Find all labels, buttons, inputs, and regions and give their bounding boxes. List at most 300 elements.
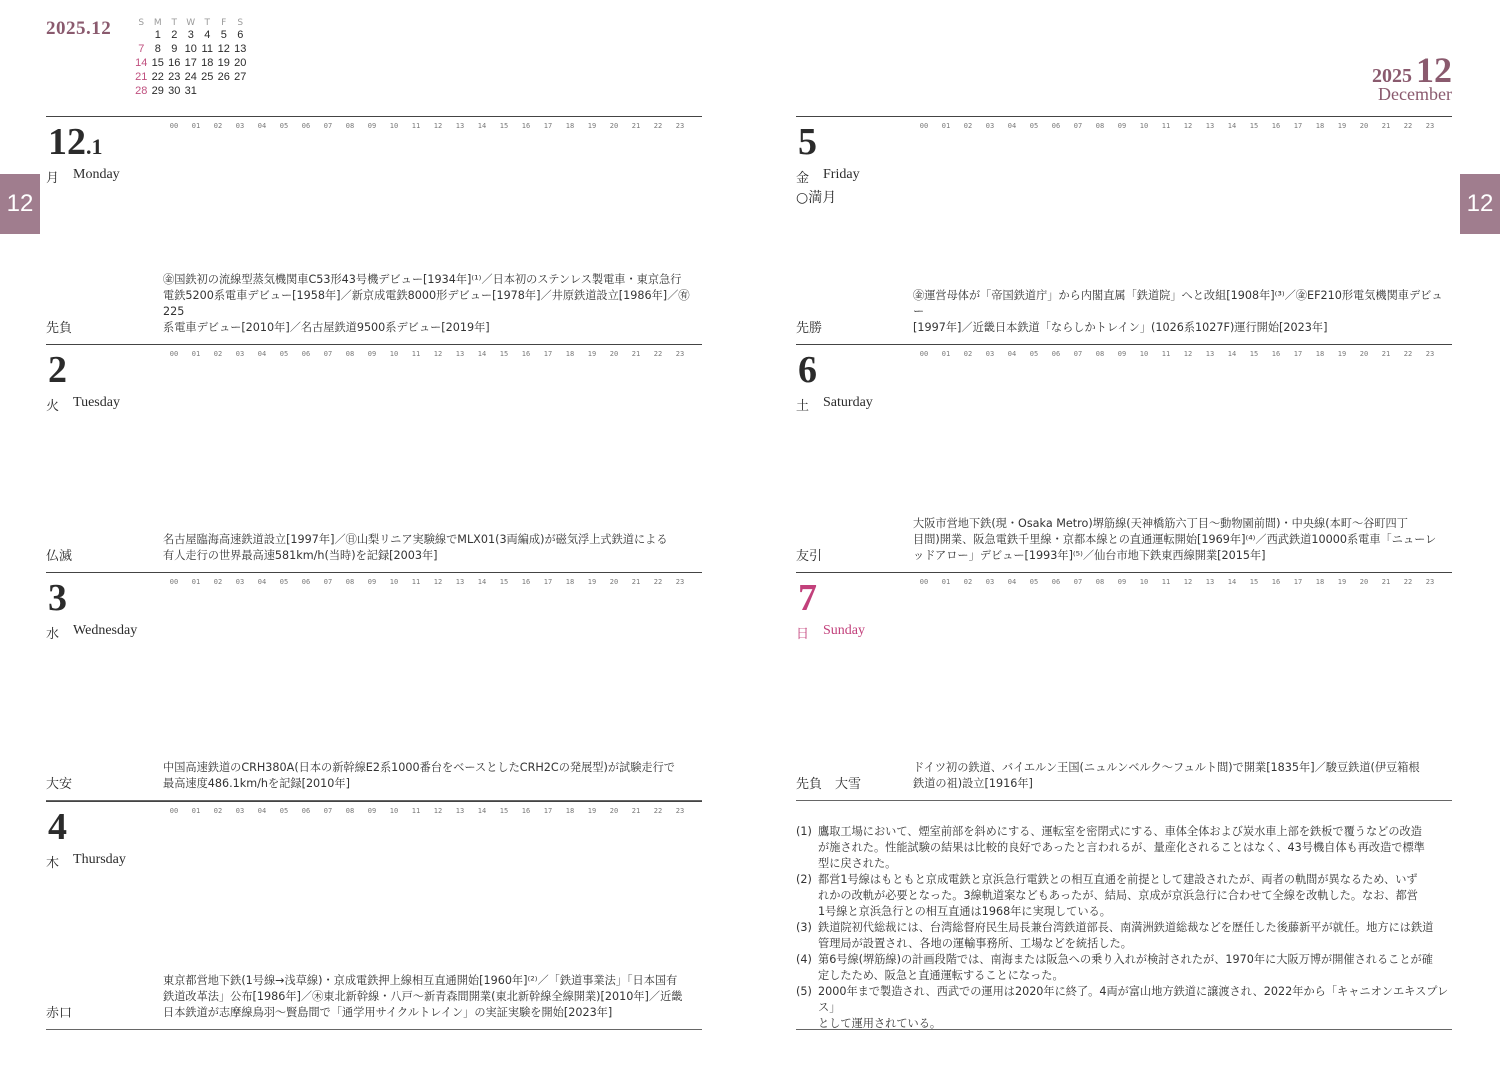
day-block[interactable] [46, 801, 702, 1030]
mini-calendar-date: 26 [217, 71, 230, 83]
mini-calendar-weekday: T [171, 18, 177, 28]
mini-calendar-date: 31 [184, 85, 197, 97]
day-block[interactable] [796, 344, 1452, 573]
hour-tick: 04 [1007, 350, 1017, 358]
hour-tick: 21 [1381, 350, 1391, 358]
mini-calendar-date: 4 [204, 29, 211, 41]
mini-calendar-date: 8 [154, 43, 161, 55]
hour-tick: 02 [963, 122, 973, 130]
mini-calendar-date: 30 [168, 85, 181, 97]
hour-tick: 02 [213, 122, 223, 130]
hour-tick: 03 [985, 578, 995, 586]
footnote-line: 都営1号線はもともと京成電鉄と京浜急行電鉄との相互直通を前提として建設されたが、両者の軌間が異なるため、いず [818, 873, 1418, 886]
hour-tick: 15 [499, 578, 509, 586]
hour-tick: 14 [477, 578, 487, 586]
hour-tick: 01 [941, 578, 951, 586]
mini-calendar-weekday: F [221, 18, 227, 28]
hour-tick: 22 [653, 350, 663, 358]
hour-tick: 22 [653, 807, 663, 815]
hour-tick: 07 [1073, 122, 1083, 130]
mini-calendar [133, 18, 249, 98]
hour-tick: 08 [345, 122, 355, 130]
hour-tick: 07 [323, 807, 333, 815]
hour-tick: 11 [411, 350, 421, 358]
mini-calendar-date: 14 [135, 57, 148, 69]
hour-tick: 15 [1249, 350, 1259, 358]
mini-calendar-date: 18 [201, 57, 214, 69]
hour-tick: 19 [587, 122, 597, 130]
hour-tick: 08 [345, 350, 355, 358]
hour-tick: 06 [301, 122, 311, 130]
railway-history-note [163, 760, 702, 792]
footnote-line: 管理局が設置され、各地の運輸事務所、工場などを統括した。 [818, 937, 1132, 950]
mini-calendar-date: 23 [168, 71, 181, 83]
mini-calendar-week [133, 56, 249, 70]
hour-tick: 05 [1029, 122, 1039, 130]
mini-calendar-date: 20 [234, 57, 247, 69]
mini-calendar-date: 5 [220, 29, 227, 41]
footnote-text [818, 824, 1425, 872]
mini-calendar-date: 28 [135, 85, 148, 97]
hour-tick: 06 [301, 578, 311, 586]
hour-tick: 12 [433, 122, 443, 130]
weekday-en: Saturday [823, 395, 873, 410]
hour-tick: 06 [1051, 578, 1061, 586]
note-line: 鉄道の祖)設立[1916年] [913, 777, 1033, 790]
footnote [796, 824, 1452, 872]
hour-tick: 07 [1073, 350, 1083, 358]
mini-calendar-week [133, 28, 249, 42]
weekday-jp: 日 [796, 627, 810, 642]
hour-tick: 02 [963, 578, 973, 586]
month-header-month: 12 [1416, 50, 1452, 90]
hour-tick: 04 [257, 807, 267, 815]
note-line: 有人走行の世界最高速581km/h(当時)を記録[2003年] [163, 549, 438, 562]
hour-tick: 01 [941, 350, 951, 358]
hour-tick: 22 [1403, 350, 1413, 358]
day-block[interactable] [46, 572, 702, 801]
moon-phase: ○満月 [796, 190, 837, 206]
day-number [48, 349, 67, 391]
rokuyo-label: 先負 [46, 321, 73, 336]
mini-calendar-date: 6 [237, 29, 244, 41]
mini-calendar-date: 1 [154, 29, 161, 41]
hour-tick: 03 [985, 350, 995, 358]
note-line: 鉄道改革法」公布[1986年]／㊍東北新幹線・八戸〜新青森間開業(東北新幹線全線開業)[2010年]／近畿 [163, 990, 683, 1003]
footnote-text [818, 952, 1433, 984]
month-tab-right[interactable]: 12 [1460, 174, 1500, 234]
hour-tick: 17 [543, 578, 553, 586]
railway-history-note [163, 272, 702, 336]
hour-tick: 20 [1359, 578, 1369, 586]
hour-tick: 00 [919, 578, 929, 586]
hour-tick: 04 [1007, 122, 1017, 130]
weekday-jp: 水 [46, 627, 60, 642]
footnote-line: として運用されている。 [818, 1017, 942, 1030]
hour-tick: 12 [1183, 350, 1193, 358]
hour-tick: 06 [301, 350, 311, 358]
hour-tick: 05 [279, 350, 289, 358]
footnotes [796, 824, 1452, 1032]
hour-scale [163, 807, 703, 815]
mini-calendar-date: 25 [201, 71, 214, 83]
hour-tick: 21 [1381, 122, 1391, 130]
mini-calendar-date: 17 [184, 57, 197, 69]
rokuyo-label: 先負 大雪 [796, 777, 862, 792]
hour-tick: 21 [1381, 578, 1391, 586]
rokuyo-label: 仏滅 [46, 549, 73, 564]
note-line: 系電車デビュー[2010年]／名古屋鉄道9500系デビュー[2019年] [163, 321, 490, 334]
hour-tick: 17 [1293, 578, 1303, 586]
hour-tick: 17 [543, 122, 553, 130]
hour-tick: 23 [1425, 122, 1435, 130]
hour-tick: 19 [1337, 350, 1347, 358]
hour-tick: 20 [609, 807, 619, 815]
mini-calendar-weekday: W [186, 18, 196, 28]
footnote-line: 2000年まで製造され、西武での運用は2020年に終了。4両が富山地方鉄道に譲渡され、2022年から「キャニオンエキスプレス」 [818, 985, 1449, 1014]
hour-tick: 00 [169, 122, 179, 130]
footnote-text [818, 872, 1418, 920]
hour-tick: 12 [1183, 578, 1193, 586]
mini-calendar-date: 13 [234, 43, 247, 55]
hour-tick: 04 [257, 122, 267, 130]
footnote-line: 鉄道院初代総裁には、台湾総督府民生局長兼台湾鉄道部長、南満洲鉄道総裁などを歴任した後藤新平が就任。地方には鉄道 [818, 921, 1434, 934]
mini-calendar-grid [133, 28, 249, 98]
day-number-value: 2 [48, 349, 67, 391]
hour-tick: 19 [587, 807, 597, 815]
day-number [48, 577, 67, 619]
hour-tick: 20 [1359, 350, 1369, 358]
weekday-label [796, 623, 865, 642]
hour-tick: 18 [565, 807, 575, 815]
day-number-value: 6 [798, 349, 817, 391]
hour-tick: 20 [1359, 122, 1369, 130]
hour-tick: 19 [587, 578, 597, 586]
mini-calendar-weekday: M [153, 18, 162, 28]
hour-tick: 00 [919, 350, 929, 358]
note-line: 電鉄5200系電車デビュー[1958年]／新京成電鉄8000形デビュー[1978年]／井原鉄道設立[1986年]／㊒225 [163, 289, 690, 318]
weekday-en: Wednesday [73, 623, 138, 638]
weekday-jp: 火 [46, 399, 60, 414]
mini-calendar-date [199, 84, 216, 98]
hour-tick: 07 [323, 350, 333, 358]
mini-calendar-title: 2025.12 [46, 18, 112, 39]
weekday-label [46, 623, 137, 642]
footnote-line: 1号線と京浜急行との相互直通は1968年に実現している。 [818, 905, 1111, 918]
hour-tick: 11 [411, 807, 421, 815]
mini-calendar-date: 29 [151, 85, 164, 97]
footnote-label: (5) [796, 985, 812, 998]
hour-tick: 05 [279, 578, 289, 586]
hour-scale [913, 350, 1453, 358]
mini-calendar-date: 24 [184, 71, 197, 83]
hour-tick: 03 [235, 807, 245, 815]
mini-calendar-date [232, 84, 249, 98]
railway-history-note [163, 532, 702, 564]
hour-tick: 09 [1117, 578, 1127, 586]
month-tab-left[interactable]: 12 [0, 174, 40, 234]
note-line: ㊎国鉄初の流線型蒸気機関車C53形43号機デビュー[1934年]⁽¹⁾／日本初のステンレス製電車・東京急行 [163, 273, 682, 286]
day-number [798, 121, 817, 163]
hour-tick: 07 [1073, 578, 1083, 586]
hour-tick: 15 [499, 807, 509, 815]
month-header-year: 2025 [1372, 65, 1412, 87]
note-line: ㊎運営母体が「帝国鉄道庁」から内閣直属「鉄道院」へと改組[1908年]⁽³⁾／㊎EF210形電気機関車デビュー [913, 289, 1443, 318]
hour-tick: 00 [169, 350, 179, 358]
mini-calendar-date: 21 [135, 71, 148, 83]
hour-tick: 17 [1293, 122, 1303, 130]
footnote-text [818, 984, 1452, 1032]
hour-tick: 13 [455, 122, 465, 130]
hour-tick: 18 [1315, 350, 1325, 358]
footnote-label: (4) [796, 953, 812, 966]
footnote-line: が施された。性能試験の結果は比較的良好であったと言われるが、量産化されることはなく、43号機自体も再改造で標準 [818, 841, 1425, 854]
hour-tick: 01 [941, 122, 951, 130]
hour-tick: 14 [477, 807, 487, 815]
hour-tick: 17 [543, 807, 553, 815]
hour-tick: 13 [1205, 578, 1215, 586]
hour-tick: 16 [521, 578, 531, 586]
day-number [48, 806, 67, 848]
rokuyo-label: 大安 [46, 777, 73, 792]
railway-history-note [913, 288, 1452, 336]
hour-scale [913, 122, 1453, 130]
hour-tick: 09 [1117, 350, 1127, 358]
hour-tick: 03 [235, 350, 245, 358]
hour-tick: 05 [1029, 350, 1039, 358]
hour-tick: 20 [609, 350, 619, 358]
hour-tick: 13 [1205, 122, 1215, 130]
hour-tick: 16 [1271, 578, 1281, 586]
hour-tick: 13 [455, 807, 465, 815]
hour-tick: 09 [1117, 122, 1127, 130]
hour-tick: 06 [301, 807, 311, 815]
footnote [796, 920, 1452, 952]
hour-tick: 20 [609, 578, 619, 586]
hour-tick: 02 [963, 350, 973, 358]
day-block[interactable] [796, 572, 1452, 801]
hour-tick: 13 [1205, 350, 1215, 358]
footnote-line: 型に戻された。 [818, 857, 897, 870]
hour-tick: 12 [1183, 122, 1193, 130]
hour-tick: 08 [1095, 578, 1105, 586]
hour-tick: 20 [609, 122, 619, 130]
hour-tick: 10 [1139, 122, 1149, 130]
hour-tick: 04 [257, 578, 267, 586]
mini-calendar-date: 16 [168, 57, 181, 69]
hour-tick: 15 [499, 122, 509, 130]
footnote [796, 984, 1452, 1032]
note-line: 名古屋臨海高速鉄道設立[1997年]／㊐山梨リニア実験線でMLX01(3両編成)が磁気浮上式鉄道による [163, 533, 668, 546]
mini-calendar-week [133, 42, 249, 56]
footnote-label: (1) [796, 825, 812, 838]
day-number-value: 5 [798, 121, 817, 163]
hour-tick: 01 [191, 350, 201, 358]
hour-tick: 17 [543, 350, 553, 358]
footnotes-rule [796, 1029, 1452, 1030]
day-number-value: 3 [48, 577, 67, 619]
footnote [796, 872, 1452, 920]
hour-scale [163, 122, 703, 130]
hour-tick: 22 [1403, 122, 1413, 130]
note-line: 最高速度486.1km/hを記録[2010年] [163, 777, 350, 790]
hour-tick: 14 [1227, 122, 1237, 130]
hour-tick: 05 [1029, 578, 1039, 586]
mini-calendar-date [133, 28, 150, 42]
weekday-en: Monday [73, 167, 120, 182]
hour-tick: 06 [1051, 350, 1061, 358]
hour-tick: 22 [1403, 578, 1413, 586]
hour-tick: 10 [389, 122, 399, 130]
hour-tick: 05 [279, 807, 289, 815]
hour-tick: 03 [235, 578, 245, 586]
hour-tick: 05 [279, 122, 289, 130]
hour-tick: 14 [477, 350, 487, 358]
hour-tick: 15 [1249, 578, 1259, 586]
hour-tick: 19 [1337, 578, 1347, 586]
hour-scale [163, 578, 703, 586]
hour-tick: 18 [565, 350, 575, 358]
hour-tick: 01 [191, 578, 201, 586]
hour-tick: 23 [675, 578, 685, 586]
weekday-en: Sunday [823, 623, 866, 638]
hour-scale [913, 578, 1453, 586]
mini-calendar-date: 19 [217, 57, 230, 69]
weekday-label [46, 852, 126, 871]
hour-tick: 09 [367, 350, 377, 358]
hour-tick: 23 [675, 122, 685, 130]
footnote [796, 952, 1452, 984]
hour-tick: 12 [433, 350, 443, 358]
hour-tick: 03 [235, 122, 245, 130]
hour-tick: 16 [521, 350, 531, 358]
hour-tick: 04 [257, 350, 267, 358]
mini-calendar-date: 12 [217, 43, 230, 55]
hour-tick: 08 [345, 807, 355, 815]
hour-tick: 07 [323, 578, 333, 586]
footnote-label: (2) [796, 873, 812, 886]
hour-tick: 00 [169, 578, 179, 586]
hour-tick: 19 [587, 350, 597, 358]
hour-tick: 04 [1007, 578, 1017, 586]
hour-tick: 23 [675, 807, 685, 815]
hour-tick: 21 [631, 807, 641, 815]
hour-tick: 09 [367, 578, 377, 586]
day-block[interactable] [46, 344, 702, 573]
note-line: 東京都営地下鉄(1号線→浅草線)・京成電鉄押上線相互直通開始[1960年]⁽²⁾／「鉄道事業法」「日本国有 [163, 974, 678, 987]
hour-tick: 13 [455, 350, 465, 358]
hour-tick: 14 [1227, 350, 1237, 358]
weekday-jp: 金 [796, 171, 810, 186]
hour-tick: 18 [1315, 122, 1325, 130]
month-header-english: December [1378, 84, 1452, 104]
mini-calendar-date: 9 [171, 43, 178, 55]
note-line: [1997年]／近畿日本鉄道「ならしかトレイン」(1026系1027F)運行開始[2023年] [913, 321, 1328, 334]
hour-tick: 12 [433, 807, 443, 815]
weekday-label [796, 395, 873, 414]
railway-history-note [163, 973, 702, 1021]
footnote-label: (3) [796, 921, 812, 934]
hour-tick: 15 [1249, 122, 1259, 130]
day-block[interactable] [796, 116, 1452, 345]
day-number-value: 4 [48, 806, 67, 848]
mini-calendar-weekday: S [237, 18, 244, 28]
hour-tick: 13 [455, 578, 465, 586]
hour-tick: 08 [345, 578, 355, 586]
footnote-line: 第6号線(堺筋線)の計画段階では、南海または阪急への乗り入れが検討されたが、1970年に大阪万博が開催されることが確 [818, 953, 1433, 966]
note-line: ドイツ初の鉄道、バイエルン王国(ニュルンベルク〜フュルト間)で開業[1835年]／駿豆鉄道(伊豆箱根 [913, 761, 1420, 774]
rokuyo-label: 友引 [796, 549, 823, 564]
hour-tick: 11 [411, 578, 421, 586]
hour-tick: 02 [213, 578, 223, 586]
hour-tick: 23 [1425, 350, 1435, 358]
hour-tick: 14 [1227, 578, 1237, 586]
hour-tick: 10 [389, 807, 399, 815]
hour-tick: 18 [565, 578, 575, 586]
hour-tick: 16 [1271, 350, 1281, 358]
hour-tick: 00 [169, 807, 179, 815]
hour-tick: 02 [213, 807, 223, 815]
hour-tick: 09 [367, 807, 377, 815]
note-line: 目間)開業、阪急電鉄千里線・京都本線との直通運転開始[1969年]⁽⁴⁾／西武鉄道10000系電車「ニューレ [913, 533, 1437, 546]
hour-tick: 16 [1271, 122, 1281, 130]
hour-tick: 16 [521, 807, 531, 815]
weekday-label [796, 167, 860, 186]
mini-calendar-weekday: T [204, 18, 210, 28]
note-line: 日本鉄道が志摩線鳥羽〜賢島間で「通学用サイクルトレイン」の実証実験を開始[2023年] [163, 1006, 613, 1019]
hour-tick: 10 [1139, 350, 1149, 358]
weekday-label [46, 167, 120, 186]
weekday-label [46, 395, 120, 414]
footnote-line: れかの改軌が必要となった。3線軌道案などもあったが、結局、京成が京浜急行に合わせて全線を改軌した。なお、都営 [818, 889, 1418, 902]
hour-tick: 01 [191, 122, 201, 130]
hour-tick: 22 [653, 122, 663, 130]
hour-scale [163, 350, 703, 358]
hour-tick: 18 [565, 122, 575, 130]
month-header [1372, 52, 1452, 105]
mini-calendar-date: 27 [234, 71, 247, 83]
mini-calendar-date: 15 [151, 57, 164, 69]
mini-calendar-date: 11 [201, 43, 213, 55]
weekday-en: Tuesday [73, 395, 120, 410]
rokuyo-label: 先勝 [796, 321, 823, 336]
hour-tick: 08 [1095, 350, 1105, 358]
hour-tick: 14 [477, 122, 487, 130]
footnote-line: 定したため、阪急と直通運転することになった。 [818, 969, 1064, 982]
note-line: ッドアロー」デビュー[1993年]⁽⁵⁾／仙台市地下鉄東西線開業[2015年] [913, 549, 1266, 562]
mini-calendar-date: 2 [171, 29, 178, 41]
mini-calendar-weekday: S [138, 18, 145, 28]
day-block[interactable] [46, 116, 702, 345]
railway-history-note [913, 760, 1452, 792]
day-number [798, 577, 817, 619]
hour-tick: 21 [631, 578, 641, 586]
hour-tick: 11 [1161, 122, 1171, 130]
hour-tick: 23 [1425, 578, 1435, 586]
mini-calendar-week [133, 70, 249, 84]
hour-tick: 08 [1095, 122, 1105, 130]
hour-tick: 02 [213, 350, 223, 358]
mini-calendar-date: 22 [151, 71, 164, 83]
hour-tick: 10 [1139, 578, 1149, 586]
hour-tick: 11 [1161, 350, 1171, 358]
hour-tick: 21 [631, 122, 641, 130]
hour-tick: 23 [675, 350, 685, 358]
hour-tick: 21 [631, 350, 641, 358]
hour-tick: 11 [1161, 578, 1171, 586]
weekday-en: Friday [823, 167, 860, 182]
hour-tick: 11 [411, 122, 421, 130]
